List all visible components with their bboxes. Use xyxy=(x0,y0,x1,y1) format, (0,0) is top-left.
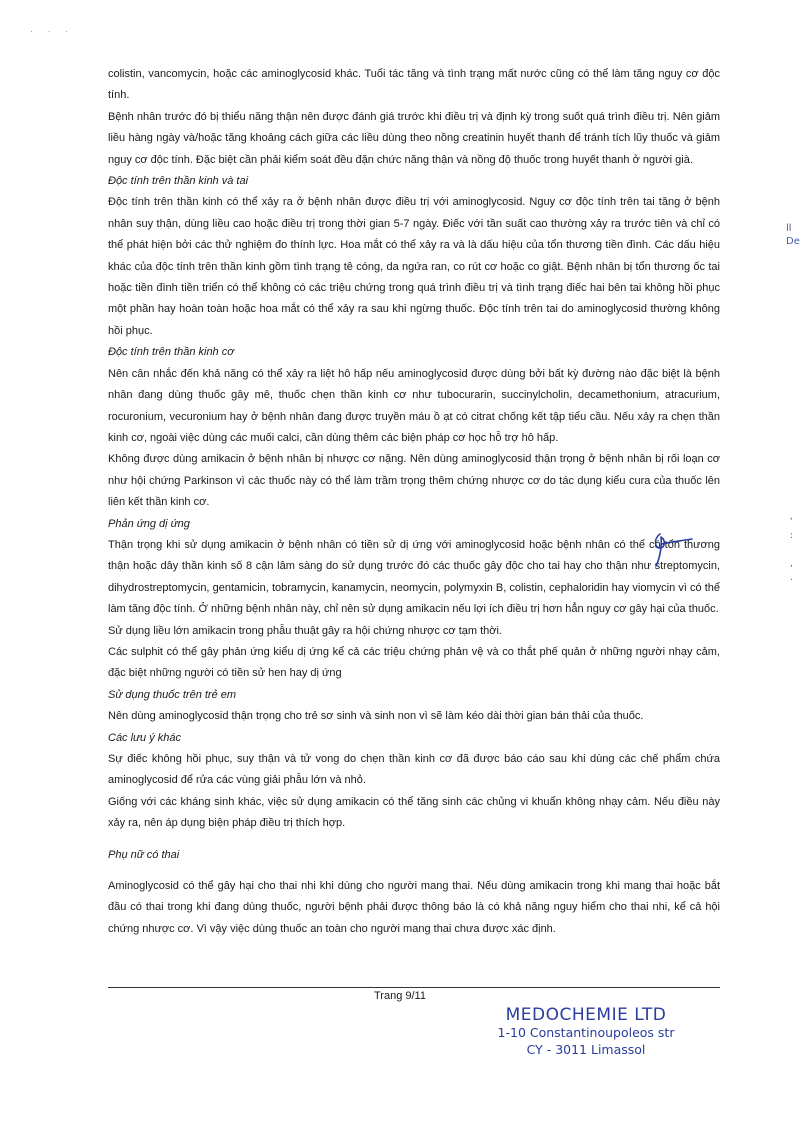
section-heading-neuromuscular: Độc tính trên thần kinh cơ xyxy=(108,346,234,359)
footer-divider xyxy=(108,987,720,988)
paragraph: Bệnh nhân trước đó bị thiểu năng thận nên được đánh giá trước khi điều trị và định kỳ trong suốt quá trình điều trị. Nên giảm liều hàng ngày và/hoặc tăng khoảng cách giữa các liều dùng theo nồng creatinin huyết thanh để tránh tích lũy thuốc và giảm nguy cơ độc tính. Đặc biệt cần phải kiểm soát đều đặn chức năng thận và nồng độ thuốc trong huyết thanh ở người già. xyxy=(108,110,720,166)
section-heading-other: Các lưu ý khác xyxy=(108,731,181,744)
paragraph: Sử dụng liều lớn amikacin trong phẫu thuật gây ra hội chứng nhược cơ tạm thời. xyxy=(108,624,502,637)
paragraph: Nên dùng aminoglycosid thận trọng cho trẻ sơ sinh và sinh non vì sẽ làm kéo dài thời gian bán thải của thuốc. xyxy=(108,710,644,723)
company-stamp xyxy=(496,1007,676,1058)
paragraph: Aminoglycosid có thể gây hại cho thai nhi khi dùng cho người mang thai. Nếu dùng amikacin trong khi mang thai hoặc bắt đầu có thai trong khi đang dùng thuốc, người bệnh phải được thông báo là có khả năng nguy hiểm cho thai nhi, kể cả hội chứng nhược cơ. Vì vậy việc dùng thuốc an toàn cho người mang thai chưa được xác định. xyxy=(108,880,720,935)
section-heading-pregnancy: Phụ nữ có thai xyxy=(108,848,180,861)
paragraph: Sự điếc không hồi phục, suy thận và tử vong do chẹn thần kinh cơ đã được báo cáo sau khi dùng các chế phẩm chứa aminoglycosid để rửa các vùng giải phẫu lớn và nhỏ. xyxy=(108,753,720,787)
section-heading-allergy: Phản ứng dị ứng xyxy=(108,517,190,530)
paragraph: Nên cân nhắc đến khả năng có thể xảy ra liệt hô hấp nếu aminoglycosid được dùng bởi bất kỳ đường nào đặc biệt là bệnh nhân đang dùng thuốc gây mê, thuốc chẹn thần kinh cơ như tubocurarin, succinylcholin, decamethonium, atracurium, rocuronium, vecuronium hay ở bệnh nhân đang được truyền máu ồ ạt có citrat chống kết tập tiểu cầu. Nếu xảy ra chẹn thần kinh cơ, ngoài việc dùng các muối calci, cần dùng thêm các biện pháp cơ học hỗ trợ hô hấp. xyxy=(108,367,720,444)
section-heading-ototoxicity: Độc tính trên thần kinh và tai xyxy=(108,175,249,188)
paragraph: colistin, vancomycin, hoặc các aminoglycosid khác. Tuổi tác tăng và tình trạng mất nước cũng có thể làm tăng nguy cơ độc tính. xyxy=(108,68,720,102)
section-heading-children: Sử dụng thuốc trên trẻ em xyxy=(108,688,237,701)
stamp-address-street: 1-10 Constantinoupoleos str xyxy=(497,1025,675,1040)
paragraph: Không được dùng amikacin ở bệnh nhân bị nhược cơ nặng. Nên dùng aminoglycosid thận trọng ở bệnh nhân bị rối loạn cơ như hội chứng Parkinson vì các thuốc này có thể làm trầm trọng thêm chứng nhược cơ do tác dụng kiểu cura của thuốc lên liên kết thần kinh cơ. xyxy=(108,453,720,509)
paragraph: Độc tính trên thần kinh có thể xảy ra ở bệnh nhân được điều trị với aminoglycosid. Nguy cơ độc tính trên tai tăng ở bệnh nhân suy thận, dùng liều cao hoặc điều trị trong thời gian 5-7 ngày. Điếc với tần suất cao thường xảy ra trước tiên và chỉ có thể phát hiện bởi các thử nghiệm đo thính lực. Hoa mắt có thể xảy ra và là dấu hiệu của tổn thương tiền đình. Các dấu hiệu khác của độc tính trên thần kinh gồm tình trạng tê cóng, da ngứa ran, co rút cơ hoặc co giật. Bệnh nhân bị tổn thương ốc tai hoặc tiền đình tiền triển có thể không có các triệu chứng trong quá trình điều trị và tình trạng điếc hai bên tai không hồi phục một phần hay hoàn toàn hoặc hoa mắt có thể xảy ra sau khi ngừng thuốc. Độc tính trên tai do aminoglycosid thường không hồi phục. xyxy=(108,196,720,337)
document-body xyxy=(108,64,720,940)
page-number: Trang 9/11 xyxy=(374,990,426,1002)
scan-artifact: · · · xyxy=(30,26,74,36)
paragraph: Thận trọng khi sử dụng amikacin ở bệnh nhân có tiền sử dị ứng với aminoglycosid hoặc bệnh nhân có thể có tổn thương thận hoặc dây thần kinh số 8 cận lâm sàng do sử dụng trước đó các thuốc gây độc cho tai hay cho thận như streptomycin, dihydrostreptomycin, gentamicin, tobramycin, kanamycin, neomycin, polymyxin B, colistin, cephaloridin hay viomycin vì có thể làm tăng độc tính. Ở những bệnh nhân này, chỉ nên sử dụng amikacin nếu lợi ích điều trị hơn hẳn nguy cơ gây hại của thuốc. xyxy=(108,538,720,616)
paragraph: Giống với các kháng sinh khác, việc sử dụng amikacin có thể tăng sinh các chủng vi khuẩn không nhạy cảm. Nếu điều này xảy ra, nên áp dụng biện pháp điều trị thích hợp. xyxy=(108,795,720,830)
stamp-address-city: CY - 3011 Limassol xyxy=(526,1042,646,1057)
edge-mark-red: ‘ : , . xyxy=(790,517,794,583)
edge-stamp-fragment: ll De xyxy=(786,223,800,247)
signature-mark xyxy=(646,528,694,568)
stamp-company-name: MEDOCHEMIE LTD xyxy=(505,1005,667,1025)
paragraph: Các sulphit có thể gây phản ứng kiểu dị ứng kể cả các triệu chứng phản vệ và co thắt phế quản ở những người nhạy cảm, đặc biệt những người có tiền sử hen hay dị ứng xyxy=(108,645,720,680)
